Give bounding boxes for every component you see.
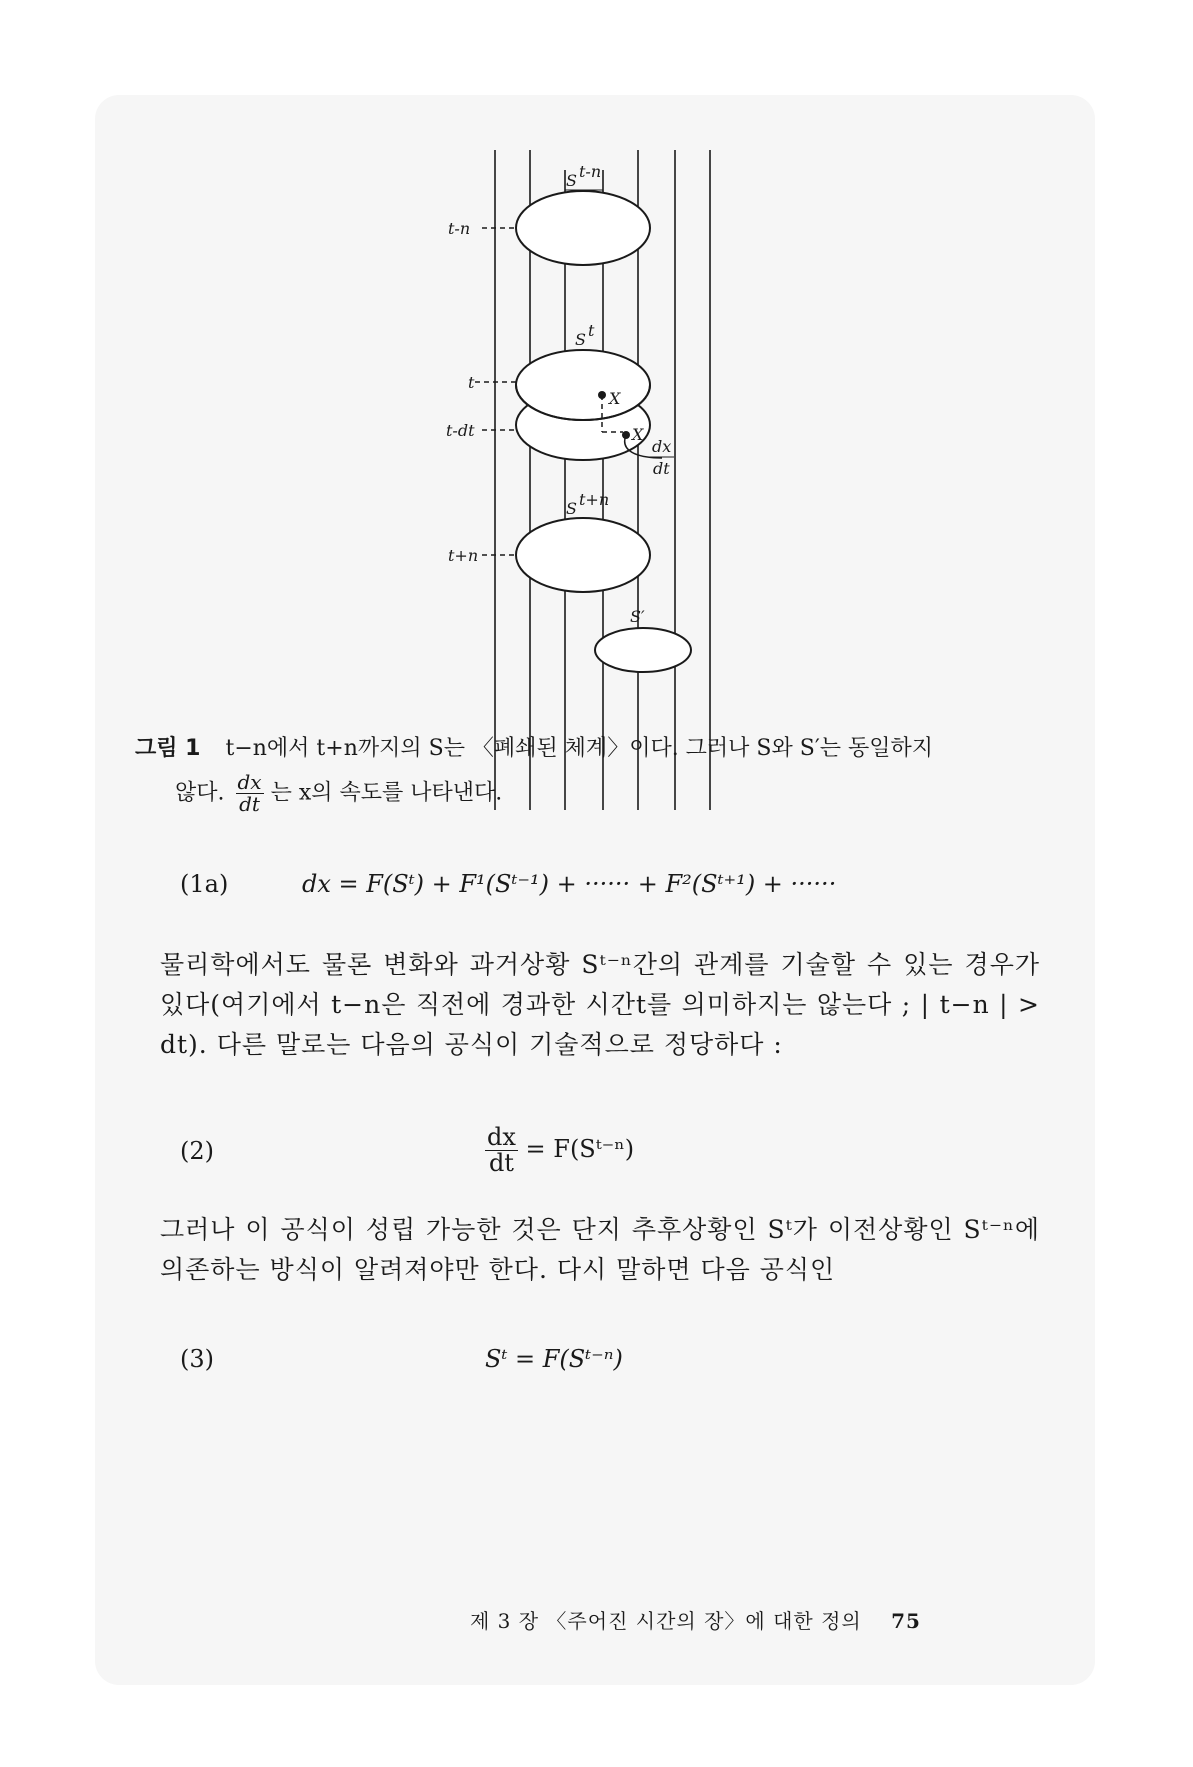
frac-den: dt [488, 1149, 514, 1178]
paragraph-2: 그러나 이 공식이 성립 가능한 것은 단지 추후상황인 Sᵗ가 이전상황인 Sᵗ⁻ⁿ에 의존하는 방식이 알려져야만 한다. 다시 말하면 다음 공식인 [160, 1215, 1040, 1284]
point-x-upper [598, 391, 606, 399]
frac-num: dx [487, 1123, 516, 1151]
figure-svg [420, 150, 750, 820]
equation-3 [180, 1345, 1040, 1395]
equation-number: (1a) [180, 870, 229, 898]
equation-body: Sᵗ = F(Sᵗ⁻ⁿ) [485, 1345, 623, 1373]
caption-prefix: 않다. [175, 780, 225, 806]
equation-number: (3) [180, 1345, 214, 1373]
system-ellipse-t-minus-n [516, 191, 650, 265]
caption-fraction [236, 772, 264, 815]
label-s-t-minus-n-sup: t-n [579, 162, 602, 181]
figure-label: 그림 1 [135, 736, 201, 761]
equation-fraction [485, 1125, 518, 1176]
system-ellipse-t-plus-n [516, 518, 650, 592]
page-footer [470, 1605, 921, 1634]
label-s-t-sup: t [588, 321, 595, 340]
equation-body [485, 1125, 634, 1176]
equation-body: dx = F(Sᵗ) + F¹(Sᵗ⁻¹) + ······ + F²(Sᵗ⁺¹) + ······ [302, 870, 837, 898]
label-t-minus-n: t-n [448, 219, 471, 238]
label-s-t-minus-n: S [566, 171, 577, 190]
label-x-lower: X [632, 425, 644, 444]
label-s-prime: S′ [630, 607, 645, 626]
figure-caption-text: t−n에서 t+n까지의 S는 〈폐쇄된 체계〉이다. 그러나 S와 S′는 동일하지 [225, 736, 934, 761]
caption-frac-den: dt [239, 792, 260, 816]
caption-suffix: 는 x의 속도를 나타낸다. [270, 780, 503, 806]
label-s-t: S [575, 330, 586, 349]
paragraph-1: 물리학에서도 물론 변화와 과거상황 Sᵗ⁻ⁿ간의 관계를 기술할 수 있는 경우가 있다(여기에서 t−n은 직전에 경과한 시간t를 의미하지는 않는다 ; | t−n | > dt). 다른 말로는 다음의 공식이 기술적으로 정당하다 : [160, 950, 1040, 1059]
label-dt: dt [653, 459, 670, 478]
equation-rhs: = F(Sᵗ⁻ⁿ) [525, 1135, 635, 1164]
label-t: t [468, 373, 475, 392]
equation-number: (2) [180, 1137, 214, 1165]
running-title: 제 3 장 〈주어진 시간의 장〉에 대한 정의 [470, 1609, 862, 1633]
label-dx: dx [652, 437, 672, 456]
figure-caption-line1 [135, 730, 1065, 768]
label-t-minus-dt: t-dt [446, 421, 475, 440]
caption-frac-num: dx [237, 770, 262, 794]
label-s-t-plus-n: S [566, 499, 577, 518]
label-t-plus-n: t+n [448, 546, 479, 565]
system-ellipse-s-prime [595, 628, 691, 672]
equation-1a [180, 870, 1040, 920]
label-s-t-plus-n-sup: t+n [579, 490, 610, 509]
figure-caption-line2 [175, 772, 502, 815]
page-number: 75 [891, 1609, 921, 1633]
equation-2 [180, 1125, 1040, 1185]
figure-1-diagram [420, 150, 750, 820]
label-x-upper: X [609, 389, 621, 408]
